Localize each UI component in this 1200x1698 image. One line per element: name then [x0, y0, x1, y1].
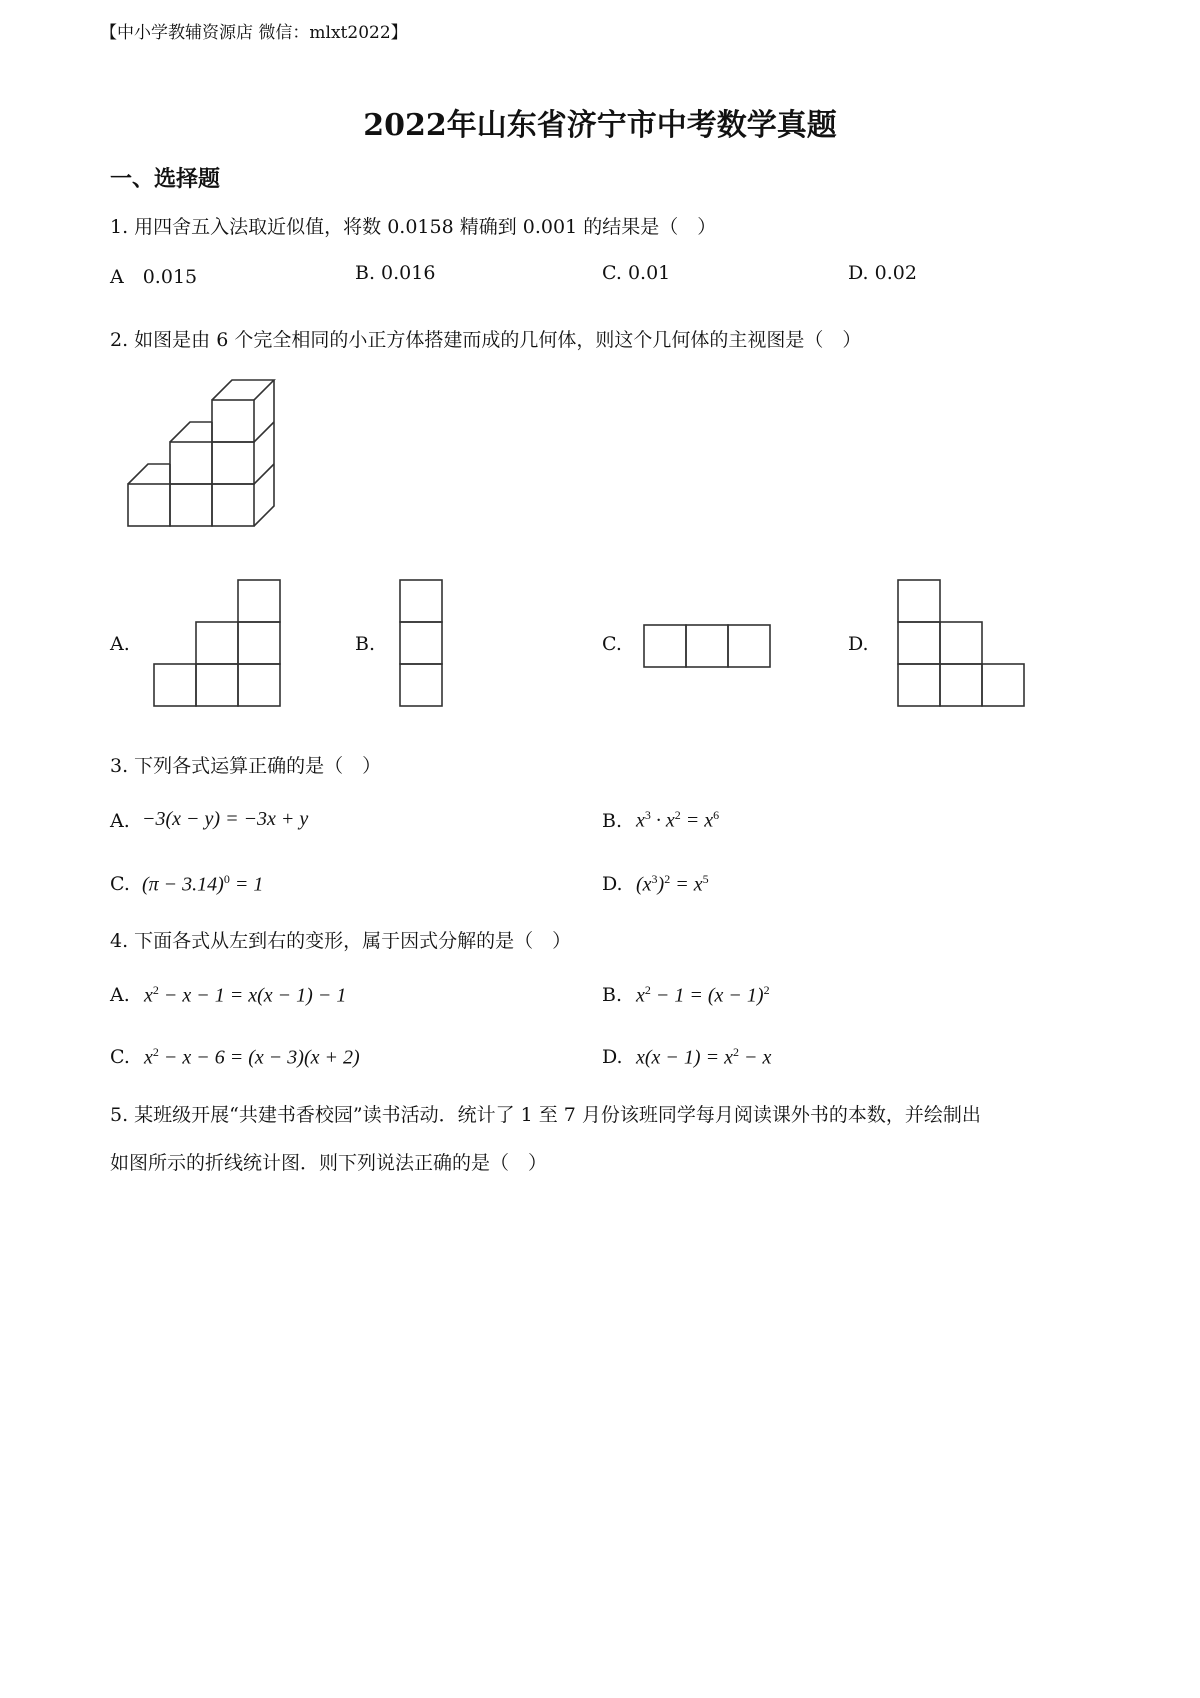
q4-option-b-label: B. [602, 984, 623, 1006]
q3-option-c-label: C. [110, 873, 130, 895]
q4-option-a-expr: $x^2 - x - 1 = x(x - 1) - 1$ [144, 983, 347, 1007]
q4-option-b-expr: $x^2 - 1 = (x - 1)^2$ [636, 983, 770, 1007]
question-4: 4. 下面各式从左到右的变形，属于因式分解的是（ ） [110, 930, 572, 952]
q2-option-b-label: B. [355, 633, 376, 655]
q1-option-b: B. 0.016 [355, 262, 436, 284]
q1-option-c: C. 0.01 [602, 262, 671, 284]
q4-option-a-label: A. [110, 984, 130, 1006]
q3-option-b-expr: $x^3 \cdot x^2 = x^6$ [636, 808, 720, 832]
q2-option-a-figure [150, 578, 285, 708]
question-3: 3. 下列各式运算正确的是（ ） [110, 755, 382, 777]
q3-option-a-expr: −3(x − y) = −3x + y [142, 808, 309, 830]
q2-option-a-label: A. [110, 633, 130, 655]
page-header: 【中小学教辅资源店 微信：mlxt2022】 [100, 23, 408, 43]
page-title: 2022年山东省济宁市中考数学真题 [363, 108, 837, 143]
q2-option-c-figure [640, 622, 775, 670]
q3-option-d-label: D. [602, 873, 623, 895]
q4-option-c-label: C. [110, 1046, 130, 1068]
question-2: 2. 如图是由 6 个完全相同的小正方体搭建而成的几何体，则这个几何体的主视图是（ ） [110, 329, 862, 351]
q2-option-b-figure [396, 578, 446, 708]
q4-option-c-expr: $x^2 - x - 6 = (x - 3)(x + 2)$ [144, 1045, 360, 1069]
q3-option-b-label: B. [602, 810, 623, 832]
question-5-line-1: 5. 某班级开展“共建书香校园”读书活动．统计了 1 至 7 月份该班同学每月阅读课外书的本数，并绘制出 [110, 1104, 981, 1126]
q3-option-c-expr: $(\pi - 3.14)^0 = 1$ [142, 872, 264, 896]
question-1: 1. 用四舍五入法取近似值，将数 0.0158 精确到 0.001 的结果是（ ） [110, 216, 717, 238]
q2-option-d-label: D. [848, 633, 869, 655]
section-heading: 一、选择题 [110, 166, 221, 192]
q1-option-a: A 0.015 [110, 266, 198, 288]
q3-option-d-expr: $(x^3)^2 = x^5$ [636, 872, 709, 896]
q4-option-d-expr: $x(x - 1) = x^2 - x$ [636, 1045, 772, 1069]
cube-solid-figure [120, 378, 280, 538]
q4-option-d-label: D. [602, 1046, 623, 1068]
q1-option-d: D. 0.02 [848, 262, 917, 284]
q2-option-c-label: C. [602, 633, 622, 655]
q2-option-d-figure [894, 578, 1029, 708]
q3-option-a-label: A. [110, 810, 130, 832]
question-5-line-2: 如图所示的折线统计图．则下列说法正确的是（ ） [110, 1152, 548, 1174]
